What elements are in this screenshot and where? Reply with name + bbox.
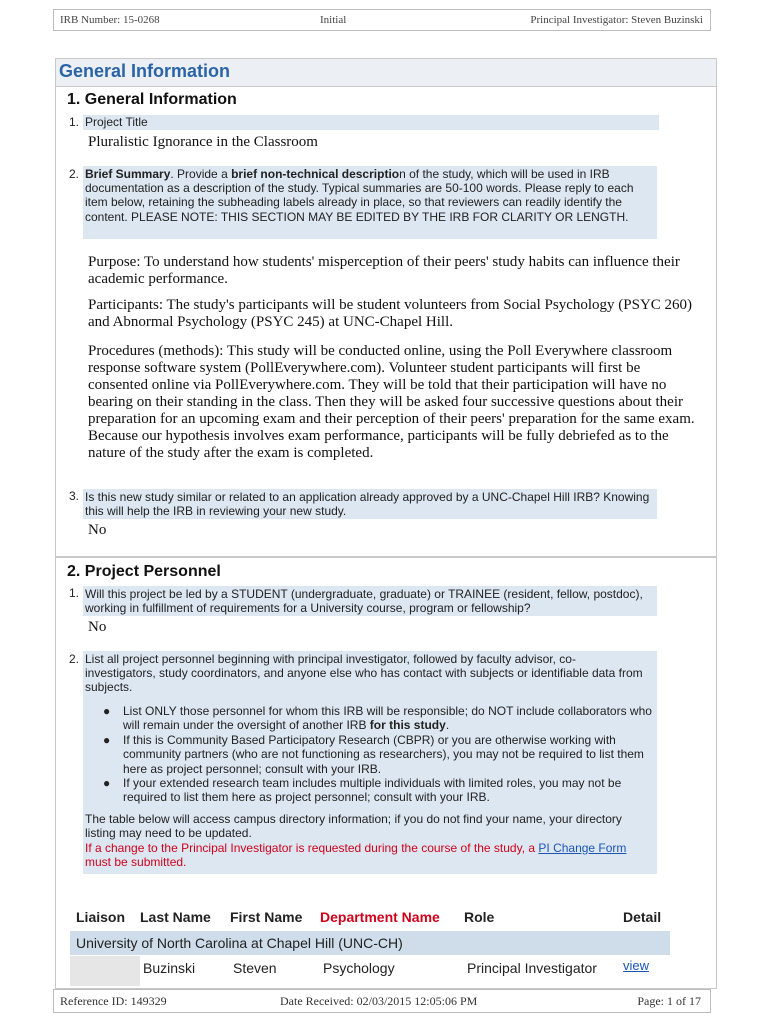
personnel-table-header xyxy=(70,905,670,931)
question-related-study xyxy=(83,489,657,519)
irb-number: IRB Number: 15-0268 xyxy=(60,14,160,26)
pi-change-text: If a change to the Principal Investigator is requested during the course of the study, a xyxy=(85,841,539,855)
page-footer xyxy=(53,989,711,1013)
question-text: n of the study, which will be used in IRB documentation as a description of the study. Typical summaries are 50-100 words. Please reply to each item below, retaining the subheading labels already in place, so that reviewers can readily identify the content. PLEASE NOTE: THIS SECTION MAY BE EDITED BY THE IRB FOR CLARITY OR LENGTH. xyxy=(85,167,634,224)
reference-id: Reference ID: 149329 xyxy=(60,993,167,1008)
question-label: List all project personnel beginning with principal investigator, followed by faculty advisor, co-investigators, study coordinators, and anyone else who has contact with subjects or identifiable data from subjects. xyxy=(85,652,643,695)
column-liaison: Liaison xyxy=(76,909,126,925)
bullet-text: . xyxy=(445,718,450,733)
question-number: 2. xyxy=(69,652,80,666)
pi-change-form-link[interactable]: PI Change Form xyxy=(538,841,627,855)
question-number: 1. xyxy=(69,586,80,600)
section-heading: 2. Project Personnel xyxy=(67,563,221,580)
personnel-bullet-list xyxy=(103,704,658,805)
date-received: Date Received: 02/03/2015 12:05:06 PM xyxy=(280,993,478,1008)
column-first-name: First Name xyxy=(230,909,303,925)
column-role: Role xyxy=(464,909,495,925)
view-detail-link[interactable]: view xyxy=(623,958,650,973)
page-title: General Information xyxy=(59,61,231,81)
bullet-text: If your extended research team includes multiple individuals with limited roles, you may not be required to list them here as project personnel; consult with your IRB. xyxy=(123,776,622,805)
liaison-cell xyxy=(70,956,140,986)
column-last-name: Last Name xyxy=(140,909,211,925)
question-project-title xyxy=(83,115,659,130)
question-label: Project Title xyxy=(85,115,148,129)
section-heading: 1. General Information xyxy=(67,91,237,108)
question-label: Will this project be led by a STUDENT (undergraduate, graduate) or TRAINEE (resident, fellow, postdoc), working in fulfillment of requirements for a University course, program or fellowship? xyxy=(85,587,643,616)
bullet-item xyxy=(103,776,658,805)
submission-status: Initial xyxy=(320,14,347,26)
pi-change-note xyxy=(85,841,655,870)
answer-procedures: Procedures (methods): This study will be conducted online, using the Poll Everywhere classroom response software system (PollEverywhere.com). Volunteer student participants will first be consented online via PollEverywhere.com. They will be told that their participation will have no bearing on their standing in the class. Then they will be asked four successive questions about their preparation for an upcoming exam and their perception of their peers' preparation for the same exam. Because our hypothesis involves exam performance, participants will be fully debriefed as to the nature of the study after the exam is completed. xyxy=(88,343,695,461)
question-brief-summary xyxy=(83,166,657,239)
question-label: Is this new study similar or related to an application already approved by a UNC-Chapel Hill IRB? Knowing this will help the IRB in reviewing your new study. xyxy=(85,490,650,519)
bullet-item xyxy=(103,704,658,733)
question-number: 3. xyxy=(69,489,80,503)
bullet-text: List ONLY those personnel for whom this IRB will be responsible; do NOT include collaborators who will remain under the oversight of another IRB xyxy=(123,704,652,733)
table-group-row xyxy=(70,931,670,955)
question-student-led xyxy=(83,586,657,616)
bullet-icon: ● xyxy=(103,704,111,718)
answer-project-title: Pluralistic Ignorance in the Classroom xyxy=(88,134,318,150)
question-emphasis: brief non-technical descriptio xyxy=(231,167,400,181)
cell-role: Principal Investigator xyxy=(467,960,597,976)
question-text: . Provide a xyxy=(170,167,232,181)
page-number: Page: 1 of 17 xyxy=(637,993,701,1008)
page-header xyxy=(53,9,711,31)
brief-summary-label: Brief Summary xyxy=(85,167,171,181)
page-title-bar xyxy=(55,58,717,87)
institution-name: University of North Carolina at Chapel Hill (UNC-CH) xyxy=(76,935,403,951)
bullet-icon: ● xyxy=(103,776,111,791)
principal-investigator: Principal Investigator: Steven Buzinski xyxy=(530,14,703,26)
cell-last-name: Buzinski xyxy=(143,960,196,976)
answer-participants: Participants: The study's participants will be student volunteers from Social Psychology (PSYC 260) and Abnormal Psychology (PSYC 245) at UNC-Chapel Hill. xyxy=(88,297,693,330)
answer-related-study: No xyxy=(88,522,107,538)
pi-change-text: must be submitted. xyxy=(85,855,187,870)
question-number: 1. xyxy=(69,115,80,129)
section-general-information xyxy=(55,86,717,557)
table-row xyxy=(70,956,670,980)
column-department-name: Department Name xyxy=(320,909,440,925)
cell-first-name: Steven xyxy=(233,960,277,976)
question-number: 2. xyxy=(69,167,80,181)
bullet-emphasis: for this study xyxy=(369,718,446,733)
bullet-icon: ● xyxy=(103,732,111,747)
bullet-text: If this is Community Based Participatory Research (CBPR) or you are otherwise working with community partners (who are not functioning as researchers), you may not be required to list them here as project personnel; consult with your IRB. xyxy=(123,732,644,776)
cell-department: Psychology xyxy=(323,960,395,976)
answer-purpose: Purpose: To understand how students' misperception of their peers' study habits can influence their academic performance. xyxy=(88,254,680,287)
answer-student-led: No xyxy=(88,619,107,635)
bullet-item xyxy=(103,732,658,776)
directory-note: The table below will access campus directory information; if you do not find your name, your directory listing may need to be updated. xyxy=(85,812,622,841)
column-detail: Detail xyxy=(623,909,662,925)
